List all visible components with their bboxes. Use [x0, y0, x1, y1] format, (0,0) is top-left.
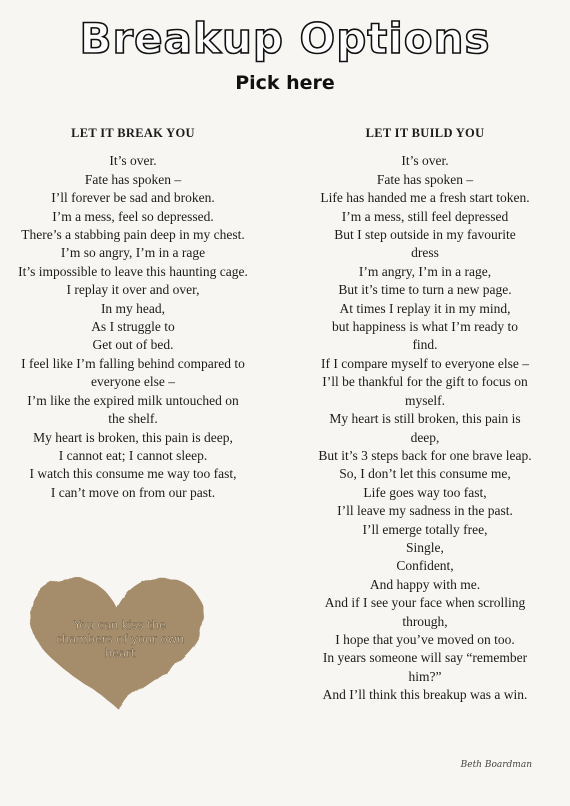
- left-poem-line: everyone else –: [91, 374, 175, 390]
- right-poem-line: But I step outside in my favourite: [334, 227, 516, 243]
- right-poem-line: myself.: [404, 392, 446, 408]
- left-poem-line: I cannot eat; I cannot sleep.: [58, 447, 208, 463]
- right-poem-line: And happy with me.: [369, 576, 481, 592]
- left-poem-line: I’ll forever be sad and broken.: [51, 190, 215, 206]
- right-poem-line: him?”: [408, 668, 442, 684]
- left-poem-line: My heart is broken, this pain is deep,: [33, 429, 233, 445]
- right-poem-body: [300, 152, 550, 704]
- heart-quote: [22, 566, 212, 716]
- right-poem-line: I’ll be thankful for the gift to focus on: [322, 374, 528, 390]
- right-poem-line: Single,: [406, 539, 444, 555]
- left-poem-line: I’m a mess, feel so depressed.: [52, 208, 214, 224]
- signature: Beth Boardman: [460, 760, 532, 770]
- right-poem-line: I’m a mess, still feel depressed: [341, 208, 509, 224]
- right-poem-line: Life goes way too fast,: [363, 484, 487, 500]
- right-poem-line: So, I don’t let this consume me,: [339, 466, 511, 482]
- left-poem-body: [8, 152, 258, 502]
- left-poem-line: I can’t move on from our past.: [50, 484, 216, 500]
- right-poem-line: deep,: [410, 429, 440, 445]
- heart-quote-text: You can kiss the chambers of your own heart: [55, 618, 185, 660]
- right-poem-line: In years someone will say “remember: [322, 650, 528, 666]
- left-poem-line: It’s over.: [109, 153, 157, 169]
- left-poem-heading: LET IT BREAK YOU: [71, 126, 195, 140]
- left-poem-line: As I struggle to: [91, 319, 175, 335]
- right-poem-heading: LET IT BUILD YOU: [365, 126, 485, 140]
- right-poem-line: If I compare myself to everyone else –: [320, 355, 530, 371]
- left-poem-column: [8, 124, 258, 502]
- right-poem-line: At times I replay it in my mind,: [339, 300, 511, 316]
- right-poem-column: [300, 124, 550, 705]
- right-poem-line: dress: [411, 245, 439, 261]
- right-poem-line: Fate has spoken –: [376, 171, 474, 187]
- right-poem-line: find.: [412, 337, 438, 353]
- right-poem-line: But it’s 3 steps back for one brave leap.: [318, 447, 532, 463]
- left-poem-line: I replay it over and over,: [66, 282, 200, 298]
- left-poem-line: In my head,: [100, 300, 166, 316]
- right-poem-line: But it’s time to turn a new page.: [338, 282, 512, 298]
- page-subtitle: Pick here: [235, 72, 335, 94]
- left-poem-line: I feel like I’m falling behind compared to: [21, 355, 245, 371]
- left-poem-line: Fate has spoken –: [84, 171, 182, 187]
- right-poem-line: Life has handed me a fresh start token.: [320, 190, 530, 206]
- left-poem-line: Get out of bed.: [92, 337, 174, 353]
- right-poem-line: And if I see your face when scrolling: [324, 595, 526, 611]
- right-poem-line: I’m angry, I’m in a rage,: [358, 263, 492, 279]
- right-poem-line: I hope that you’ve moved on too.: [335, 631, 515, 647]
- right-poem-line: It’s over.: [401, 153, 449, 169]
- right-poem-line: I’ll leave my sadness in the past.: [337, 503, 513, 519]
- left-poem-line: I’m like the expired milk untouched on: [27, 392, 239, 408]
- right-poem-line: through,: [402, 613, 448, 629]
- left-poem-line: There’s a stabbing pain deep in my chest.: [21, 227, 245, 243]
- right-poem-line: Confident,: [396, 558, 454, 574]
- left-poem-line: It’s impossible to leave this haunting cage.: [18, 263, 248, 279]
- right-poem-line: I’ll emerge totally free,: [362, 521, 488, 537]
- right-poem-line: My heart is still broken, this pain is: [329, 411, 521, 427]
- left-poem-line: I’m so angry, I’m in a rage: [60, 245, 206, 261]
- left-poem-line: the shelf.: [108, 411, 158, 427]
- page-title: Breakup Options: [79, 14, 491, 63]
- right-poem-line: And I’ll think this breakup was a win.: [322, 687, 528, 703]
- right-poem-line: but happiness is what I’m ready to: [332, 319, 518, 335]
- left-poem-line: I watch this consume me way too fast,: [29, 466, 237, 482]
